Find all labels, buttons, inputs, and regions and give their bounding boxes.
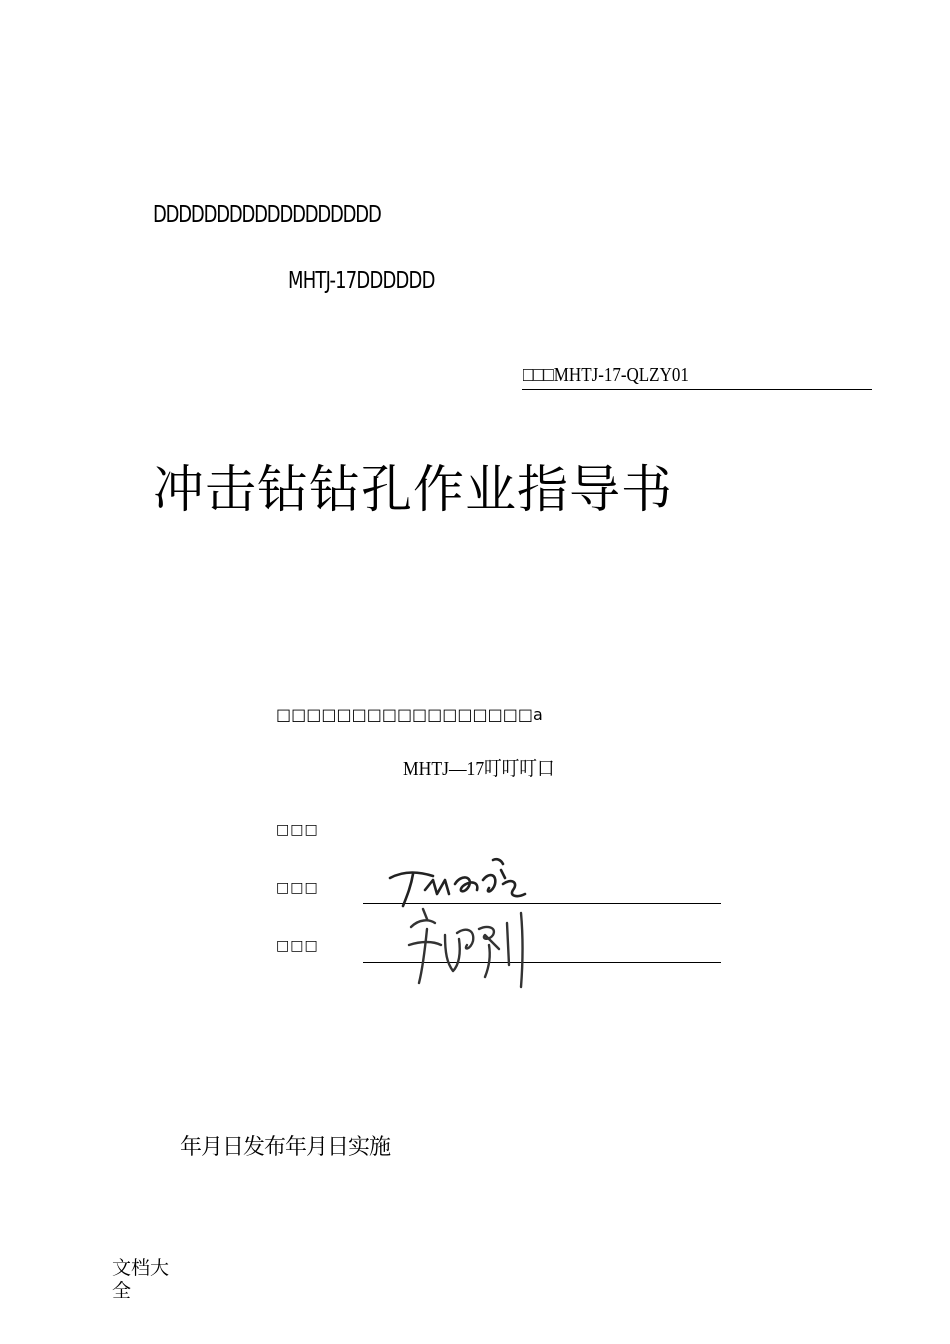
approval-standard-line: MHTJ—17叮叮叮口 [403, 758, 555, 780]
document-number: □□□MHTJ-17-QLZY01 [523, 364, 689, 386]
signature-label-compiled: □□□ [276, 822, 319, 838]
standard-code-line: MHTJ-17DDDDDD [288, 268, 435, 294]
document-number-underline [522, 389, 872, 390]
document-title: 冲击钻钻孔作业指导书 [153, 461, 674, 520]
signature-label-reviewed: □□□ [276, 880, 319, 896]
footer-note: 文档大全 [112, 1257, 170, 1302]
approval-line: □□□□□□□□□□□□□□□□□a [276, 705, 543, 724]
signature-label-approved: □□□ [276, 938, 319, 954]
handwritten-signature-approver [405, 905, 535, 990]
organization-line: DDDDDDDDDDDDDDDDDD [153, 202, 381, 228]
publish-implement-date-line: 年月日发布年月日实施 [180, 1135, 391, 1160]
handwritten-signature-reviewer [385, 850, 530, 910]
